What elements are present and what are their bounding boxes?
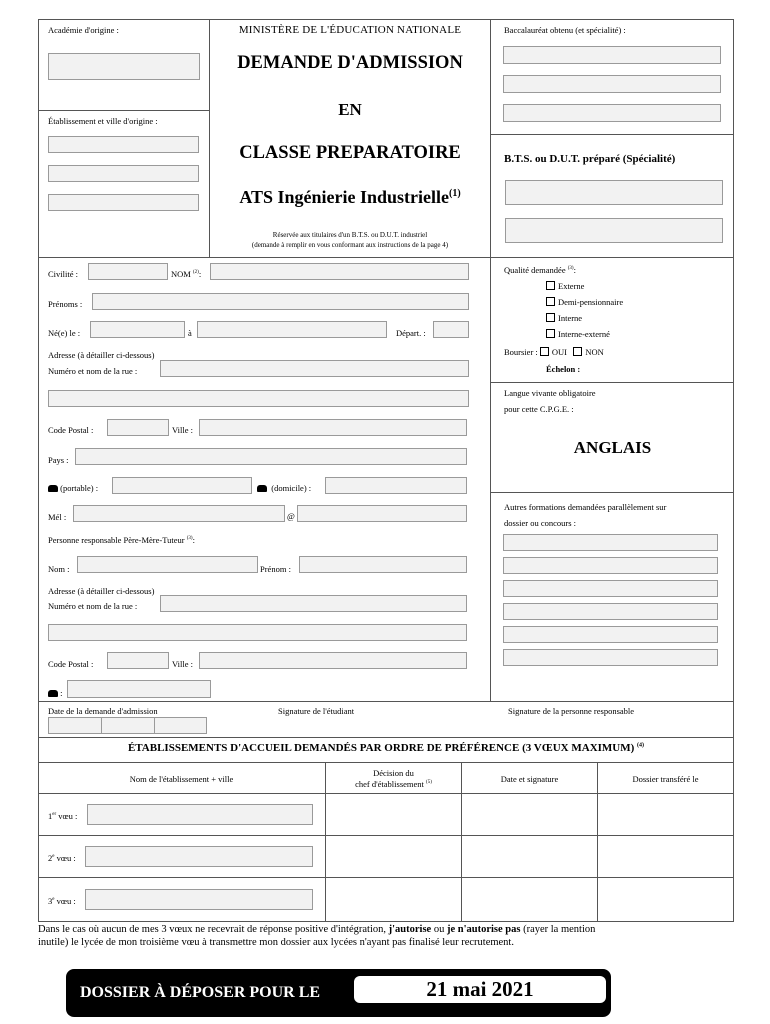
etablissements-title-sup: (4): [637, 742, 645, 749]
etablissements-title: [38, 742, 734, 754]
deadline-label: DOSSIER À DÉPOSER POUR LE: [80, 984, 321, 1001]
civilite-input[interactable]: [88, 263, 168, 280]
ne-le-input[interactable]: [90, 321, 185, 338]
bac-input-3[interactable]: [503, 104, 721, 122]
depart-input[interactable]: [433, 321, 469, 338]
academie-input[interactable]: [48, 53, 200, 80]
voeu-1-input[interactable]: [87, 804, 313, 825]
voeu-3-label: [48, 896, 76, 906]
etablissements-title-text: ÉTABLISSEMENTS D'ACCUEIL DEMANDÉS PAR ORDRE DE PRÉFÉRENCE (3 VŒUX MAXIMUM): [127, 742, 635, 754]
domicile-text: (domicile) :: [271, 483, 312, 493]
ville-input[interactable]: [199, 419, 467, 436]
col-decision-sup: (5): [426, 780, 432, 786]
footer-nautorise: je n'autorise pas: [446, 924, 521, 935]
footer-text-2: (rayer la mention: [520, 924, 596, 935]
ministere-label: MINISTÈRE DE L'ÉDUCATION NATIONALE: [238, 24, 462, 36]
voeu-num: 2: [48, 853, 53, 863]
date-annee-input[interactable]: [154, 717, 207, 734]
boursier-label: Boursier :: [504, 347, 538, 357]
voeu-num: 3: [48, 896, 53, 906]
sig-etudiant-label: Signature de l'étudiant: [278, 706, 355, 716]
etablissement-label: Établissement et ville d'origine :: [48, 116, 158, 126]
col-date-signature: Date et signature: [500, 774, 559, 784]
numero-rue2-label: Numéro et nom de la rue :: [48, 601, 138, 611]
tel2-label: [48, 688, 63, 698]
etablissement-input-3[interactable]: [48, 194, 199, 211]
title-ats: [210, 187, 490, 208]
col-decision-2: [326, 779, 461, 789]
qualite-sup: (3): [567, 266, 574, 272]
autres-input-2[interactable]: [503, 557, 718, 574]
sig-responsable-label: Signature de la personne responsable: [508, 706, 635, 716]
tel2-text: :: [60, 688, 63, 698]
portable-input[interactable]: [112, 477, 252, 494]
domicile-label: [257, 483, 311, 493]
code-postal-input[interactable]: [107, 419, 169, 436]
bac-label: Baccalauréat obtenu (et spécialité) :: [504, 25, 626, 35]
checkbox[interactable]: [546, 329, 555, 338]
checkbox[interactable]: [546, 297, 555, 306]
pays-label: Pays :: [48, 455, 69, 465]
prenom2-input[interactable]: [299, 556, 467, 573]
autres-label-2: dossier ou concours :: [504, 518, 577, 528]
footer-text-line2: inutile) le lycée de mon troisième vœu à transmettre mon dossier aux lycées n'ayant pas finalisé leur recrutement.: [38, 937, 514, 948]
boursier-row: [504, 347, 604, 357]
col-dossier-transfere: Dossier transféré le: [632, 774, 699, 784]
note-instructions: (demande à remplir en vous conformant aux instructions de la page 4): [251, 241, 449, 249]
nom2-label: Nom :: [48, 564, 70, 574]
responsable-text: Personne responsable Père-Mère-Tuteur: [48, 535, 185, 545]
adresse-label: Adresse (à détailler ci-dessous): [48, 350, 155, 360]
col-etablissement: Nom de l'établissement + ville: [129, 774, 234, 784]
title-ats-text: ATS Ingénierie Industrielle: [239, 187, 449, 207]
voeu-text: vœu :: [58, 811, 78, 821]
tel2-input[interactable]: [67, 680, 211, 698]
code-postal2-label: Code Postal :: [48, 659, 94, 669]
numero-rue-label: Numéro et nom de la rue :: [48, 366, 138, 376]
voeu-3-input[interactable]: [85, 889, 313, 910]
date-mois-input[interactable]: [101, 717, 155, 734]
domicile-input[interactable]: [325, 477, 467, 494]
responsable-sup: (3): [186, 536, 193, 542]
bts-input-2[interactable]: [505, 218, 723, 243]
voeu-1-label: [48, 811, 77, 821]
footer-autorise: j'autorise: [388, 924, 432, 935]
option-externe-label: Externe: [558, 281, 585, 291]
at-sign: @: [287, 511, 295, 521]
echelon-label: Échelon :: [546, 364, 581, 374]
deadline-date: 21 mai 2021: [354, 976, 606, 1003]
ne-le-label: Né(e) le :: [48, 328, 81, 338]
prenom2-label: Prénom :: [260, 564, 291, 574]
bts-label: B.T.S. ou D.U.T. préparé (Spécialité): [504, 153, 676, 165]
voeu-2-label: [48, 853, 76, 863]
boursier-non-checkbox[interactable]: [573, 347, 582, 356]
nom-input[interactable]: [210, 263, 469, 280]
voeu-sup: er: [52, 812, 57, 818]
autres-label-1: Autres formations demandées parallèlement sur: [504, 502, 667, 512]
voeu-text: vœu :: [56, 896, 76, 906]
bac-input-2[interactable]: [503, 75, 721, 93]
autres-input-5[interactable]: [503, 626, 718, 643]
code-postal-label: Code Postal :: [48, 425, 94, 435]
option-demi-pensionnaire[interactable]: [546, 297, 623, 307]
mel-label: Mél :: [48, 512, 67, 522]
bac-input-1[interactable]: [503, 46, 721, 64]
title-ats-sup: (1): [449, 188, 461, 199]
qualite-label: Qualité demandée $^{(3)}$:: [504, 265, 576, 275]
date-demande-label: Date de la demande d'admission: [48, 706, 158, 716]
ville2-label: Ville :: [172, 659, 193, 669]
footer-paragraph: [38, 923, 738, 949]
ville2-input[interactable]: [199, 652, 467, 669]
nom-sup: (2): [192, 270, 199, 276]
qualite-text: Qualité demandée: [504, 265, 566, 275]
responsable-label: Personne responsable Père-Mère-Tuteur $^{(3)}$:: [48, 535, 195, 545]
checkbox[interactable]: [546, 313, 555, 322]
adresse2-input-2[interactable]: [48, 624, 467, 641]
prenoms-input[interactable]: [92, 293, 469, 310]
a-label: à: [188, 328, 192, 338]
title-en: EN: [338, 100, 362, 119]
mel-input-user[interactable]: [73, 505, 285, 522]
adresse2-label: Adresse (à détailler ci-dessous): [48, 586, 155, 596]
depart-label: Départ. :: [396, 328, 426, 338]
adresse2-input-1[interactable]: [160, 595, 467, 612]
adresse-input-2[interactable]: [48, 390, 469, 407]
col-decision-2-text: chef d'établissement: [355, 779, 424, 789]
option-interne-externe[interactable]: [546, 329, 610, 339]
bts-input-1[interactable]: [505, 180, 723, 205]
langue-label-2: pour cette C.P.G.E. :: [504, 404, 574, 414]
option-interne-externe-label: Interne-externé: [558, 329, 610, 339]
phone-icon: [48, 485, 58, 492]
mel-input-domain[interactable]: [297, 505, 467, 522]
lieu-naissance-input[interactable]: [197, 321, 387, 338]
option-interne-label: Interne: [558, 313, 583, 323]
phone-icon: [257, 485, 267, 492]
oui-label: OUI: [551, 347, 567, 357]
autres-input-1[interactable]: [503, 534, 718, 551]
langue-value: ANGLAIS: [573, 438, 652, 457]
autres-input-3[interactable]: [503, 580, 718, 597]
etablissement-input-1[interactable]: [48, 136, 199, 153]
etablissement-input-2[interactable]: [48, 165, 199, 182]
voeu-sup: e: [52, 897, 55, 903]
title-demande: DEMANDE D'ADMISSION: [237, 53, 463, 73]
footer-text-1: Dans le cas où aucun de mes 3 vœux ne recevrait de réponse positive d'intégration,: [38, 924, 389, 935]
autres-input-4[interactable]: [503, 603, 718, 620]
voeu-num: 1: [48, 811, 53, 821]
voeu-2-input[interactable]: [85, 846, 313, 867]
portable-label: [48, 483, 98, 493]
option-externe[interactable]: [546, 281, 584, 291]
option-interne[interactable]: [546, 313, 582, 323]
autres-input-6[interactable]: [503, 649, 718, 666]
footer-ou: ou: [431, 924, 447, 935]
non-label: NON: [585, 347, 604, 357]
portable-text: (portable) :: [60, 483, 99, 493]
voeu-text: vœu :: [56, 853, 76, 863]
pays-input[interactable]: [75, 448, 467, 465]
voeu-sup: e: [52, 854, 55, 860]
checkbox[interactable]: [546, 281, 555, 290]
boursier-oui-checkbox[interactable]: [540, 347, 549, 356]
langue-label-1: Langue vivante obligatoire: [504, 388, 596, 398]
phone-icon: [48, 690, 58, 697]
ville-label: Ville :: [172, 425, 193, 435]
title-classe: CLASSE PREPARATOIRE: [239, 143, 461, 163]
academie-label: Académie d'origine :: [48, 25, 119, 35]
note-reservee: Réservée aux titulaires d'un B.T.S. ou D.U.T. industriel: [272, 231, 428, 239]
nom-label: NOM $^{(2)}$:: [171, 269, 202, 279]
date-jour-input[interactable]: [48, 717, 102, 734]
col-decision-1: Décision du: [373, 768, 414, 778]
prenoms-label: Prénoms :: [48, 299, 83, 309]
civilite-label: Civilité :: [48, 269, 78, 279]
code-postal2-input[interactable]: [107, 652, 169, 669]
nom2-input[interactable]: [77, 556, 258, 573]
adresse-input-1[interactable]: [160, 360, 469, 377]
option-demi-pensionnaire-label: Demi-pensionnaire: [558, 297, 624, 307]
nom-label-text: NOM: [171, 269, 191, 279]
